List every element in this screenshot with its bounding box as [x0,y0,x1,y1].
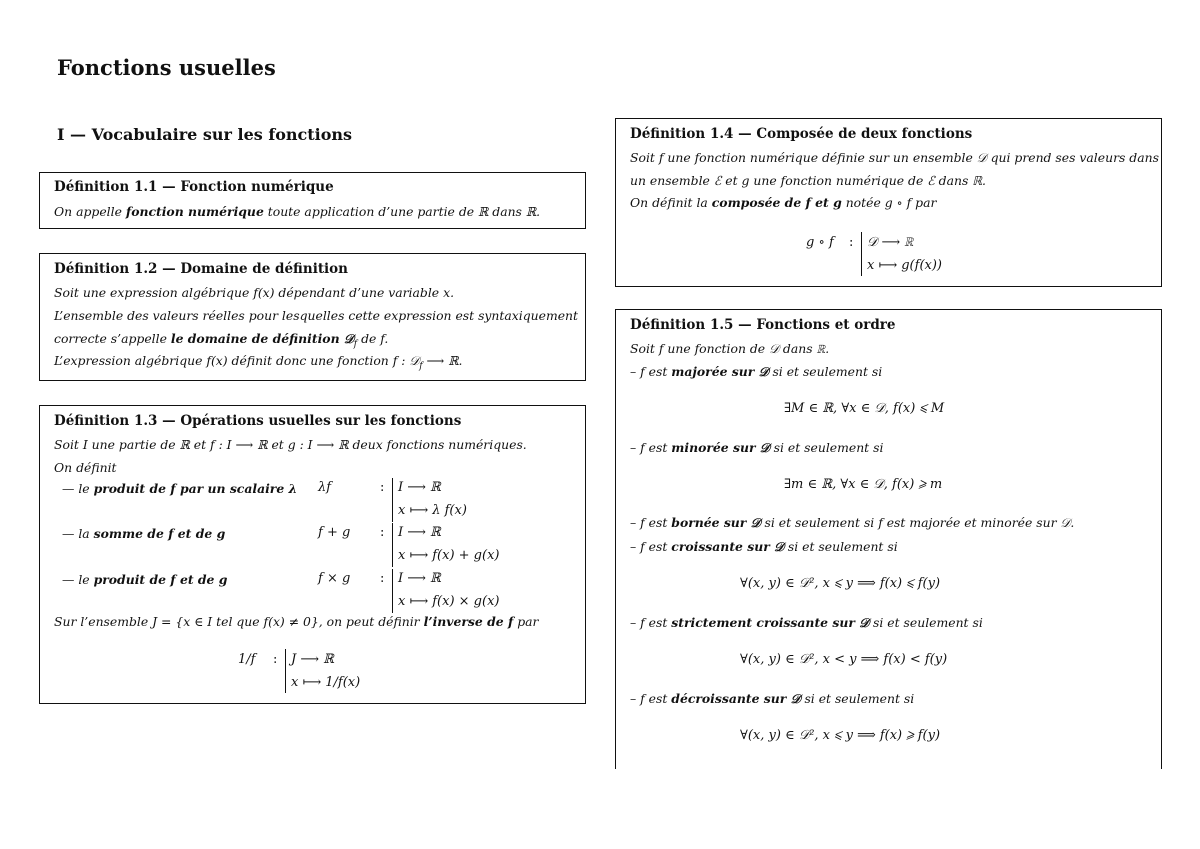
formula-croissante: ∀(x, y) ∈ 𝒟², x ⩽ y ⟹ f(x) ⩽ f(y) [740,576,941,591]
operation-product-row-1: I ⟶ ℝ [398,571,441,586]
definition-1-3-box [39,405,586,704]
formula-decroissante: ∀(x, y) ∈ 𝒟², x ⩽ y ⟹ f(x) ⩾ f(y) [740,728,941,743]
operation-scalar-row-2: x ⟼ λ f(x) [398,503,467,518]
composition-row-1: 𝒟 ⟶ ℝ [867,235,914,250]
definition-1-1-box [39,172,586,229]
inverse-symbol: 1/f [238,652,256,667]
operation-scalar-bar [392,478,393,522]
inverse-colon: : [273,652,278,667]
operation-product-label: — le produit de f et de g [62,572,228,587]
operation-sum-colon: : [380,525,385,540]
item-croissante: – f est croissante sur 𝒟 si et seulement si [630,539,898,554]
operation-product-bar [392,569,393,613]
operation-sum-symbol: f + g [318,525,351,540]
operation-scalar-row-1: I ⟶ ℝ [398,480,441,495]
definition-1-5-box [615,309,1162,769]
formula-majoree: ∃M ∈ ℝ, ∀x ∈ 𝒟, f(x) ⩽ M [784,401,945,416]
definition-1-2-line-2: L’ensemble des valeurs réelles pour lesquelles cette expression est syntaxiquement [54,308,579,323]
definition-1-3-heading: Définition 1.3 — Opérations usuelles sur les fonctions [54,413,462,429]
operation-product-symbol: f × g [318,571,351,586]
definition-1-3-line-1: Soit I une partie de ℝ et f : I ⟶ ℝ et g : I ⟶ ℝ deux fonctions numériques. [54,437,527,452]
item-strictement-croissante: – f est strictement croissante sur 𝒟 si et seulement si [630,615,983,630]
operation-product-row-2: x ⟼ f(x) × g(x) [398,594,500,609]
definition-1-1-text: On appelle fonction numérique toute application d’une partie de ℝ dans ℝ. [54,204,541,219]
operation-product-colon: : [380,571,385,586]
item-decroissante: – f est décroissante sur 𝒟 si et seulement si [630,691,915,706]
operation-sum-bar [392,523,393,567]
definition-1-4-box [615,118,1162,287]
formula-minoree: ∃m ∈ ℝ, ∀x ∈ 𝒟, f(x) ⩾ m [784,477,943,492]
operation-scalar-symbol: λf [318,480,332,495]
item-bornee: – f est bornée sur 𝒟 si et seulement si f est majorée et minorée sur 𝒟. [630,515,1075,530]
definition-1-1-heading: Définition 1.1 — Fonction numérique [54,179,334,195]
page-title: Fonctions usuelles [57,55,276,80]
operation-scalar-colon: : [380,480,385,495]
composition-colon: : [849,235,854,250]
definition-1-3-line-2: On définit [54,460,117,475]
definition-1-2-box [39,253,586,381]
definition-1-2-line-1: Soit une expression algébrique f(x) dépendant d’une variable x. [54,285,455,300]
inverse-row-1: J ⟶ ℝ [291,652,334,667]
inverse-row-2: x ⟼ 1/f(x) [291,675,361,690]
definition-1-5-heading: Définition 1.5 — Fonctions et ordre [630,317,896,333]
definition-1-5-line-1: Soit f une fonction de 𝒟 dans ℝ. [630,341,830,356]
item-minoree: – f est minorée sur 𝒟 si et seulement si [630,440,884,455]
operation-scalar-label: — le produit de f par un scalaire λ [62,481,298,496]
definition-1-2-line-4: L’expression algébrique f(x) définit donc une fonction f : 𝒟$_f$ ⟶ ℝ. [54,353,463,372]
definition-1-2-heading: Définition 1.2 — Domaine de définition [54,261,349,277]
operation-sum-label: — la somme de f et de g [62,526,226,541]
composition-bar [861,232,862,276]
item-majoree: – f est majorée sur 𝒟 si et seulement si [630,364,883,379]
section-heading: I — Vocabulaire sur les fonctions [57,125,353,144]
inverse-text: Sur l’ensemble J = {x ∈ I tel que f(x) ≠ 0}, on peut définir l’inverse de f par [54,614,539,629]
definition-1-4-line-2: un ensemble ℰ et g une fonction numérique de ℰ dans ℝ. [630,173,987,188]
composition-symbol: g ∘ f [806,235,834,250]
formula-strictement-croissante: ∀(x, y) ∈ 𝒟², x < y ⟹ f(x) < f(y) [740,652,948,667]
definition-1-2-line-3: correcte s’appelle le domaine de définition 𝒟$_f$ de f. [54,331,389,350]
composition-row-2: x ⟼ g(f(x)) [867,258,942,273]
inverse-bar [285,649,286,693]
definition-1-4-heading: Définition 1.4 — Composée de deux fonctions [630,126,973,142]
operation-sum-row-1: I ⟶ ℝ [398,525,441,540]
operation-sum-row-2: x ⟼ f(x) + g(x) [398,548,500,563]
definition-1-4-line-3: On définit la composée de f et g notée g ∘ f par [630,195,937,210]
definition-1-4-line-1: Soit f une fonction numérique définie sur un ensemble 𝒟 qui prend ses valeurs dans [630,150,1159,165]
